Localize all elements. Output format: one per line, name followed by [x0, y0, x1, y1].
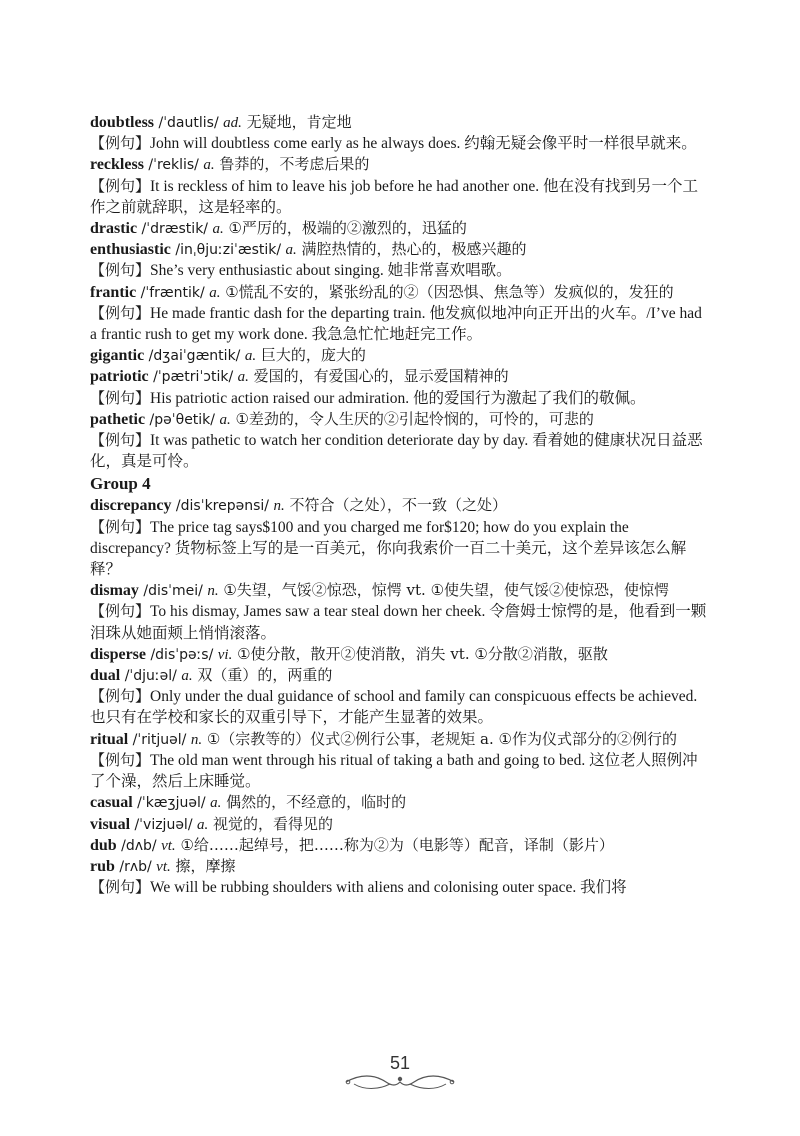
- headword: rub: [90, 857, 115, 875]
- example-line: [90, 388, 712, 409]
- entry-line: [90, 814, 712, 835]
- example-line: [90, 517, 712, 581]
- headword: reckless: [90, 156, 144, 174]
- phonetic: /ˈreklis/: [143, 157, 204, 174]
- example-text: It was pathetic to watch her condition deteriorate day by day. 看着她的健康状况日益恶化，真是可怜。: [90, 432, 703, 471]
- definition: ①（宗教等的）仪式②例行公事，老规矩 a. ①作为仪式部分的②例行的: [202, 729, 677, 748]
- entry-line: [90, 580, 712, 601]
- example-text: The price tag says$100 and you charged me for$120; how do you explain the discrepancy? 货物标签上写的是一百美元，你向我索价一百二十美元，这个差异该怎么解释？: [90, 518, 687, 579]
- example-line: [90, 430, 712, 472]
- entry-line: [90, 345, 712, 366]
- part-of-speech: a.: [237, 369, 249, 386]
- example-text: He made frantic dash for the departing train. 他发疯似地冲向正开出的火车。/I’ve had a frantic rush to get my work done. 我急急忙忙地赶完工作。: [90, 304, 702, 344]
- part-of-speech: a.: [244, 348, 257, 365]
- example-line: [90, 260, 712, 281]
- definition: 视觉的，看得见的: [208, 814, 334, 833]
- phonetic: /ˈpætriˈɔtik/: [148, 369, 238, 386]
- part-of-speech: n.: [273, 498, 285, 515]
- example-text: John will doubtless come early as he always does. 约翰无疑会像平时一样很早就来。: [150, 135, 697, 153]
- example-line: [90, 601, 712, 643]
- example-text: The old man went through his ritual of taking a bath and going to bed. 这位老人照例冲了个澡，然后上床睡觉。: [90, 751, 698, 791]
- example-label: 【例句】: [90, 878, 151, 897]
- entry-line: [90, 644, 712, 665]
- headword: patriotic: [90, 368, 149, 386]
- headword: ritual: [90, 730, 129, 748]
- phonetic: /disˈpəːs/: [146, 646, 218, 663]
- example-text: She’s very enthusiastic about singing. 她非常喜欢唱歌。: [150, 262, 512, 280]
- part-of-speech: n.: [190, 731, 203, 748]
- part-of-speech: ad.: [223, 115, 242, 131]
- phonetic: /ˈdræstik/: [137, 221, 213, 238]
- entry-line: [90, 366, 712, 387]
- definition: 双（重）的，两重的: [192, 666, 333, 685]
- example-label: 【例句】: [90, 388, 151, 407]
- entry-line: [90, 154, 712, 175]
- entry-line: [90, 282, 712, 303]
- headword: frantic: [90, 283, 137, 301]
- phonetic: /pəˈθetik/: [145, 411, 220, 428]
- part-of-speech: a.: [212, 221, 224, 238]
- example-line: [90, 750, 712, 792]
- definition: ①给……起绰号，把……称为②为（电影等）配音，译制（影片）: [175, 835, 614, 854]
- example-label: 【例句】: [90, 517, 151, 536]
- phonetic: /disˈkrepənsi/: [171, 498, 274, 515]
- headword: pathetic: [90, 410, 146, 428]
- example-label: 【例句】: [90, 261, 151, 280]
- definition: 爱国的，有爱国心的，显示爱国精神的: [248, 367, 509, 386]
- phonetic: /ˈritjuəl/: [128, 731, 191, 748]
- entry-line: [90, 409, 712, 430]
- page-number: 51: [389, 1053, 411, 1073]
- part-of-speech: a.: [197, 816, 209, 833]
- example-label: 【例句】: [90, 134, 151, 153]
- example-line: [90, 133, 712, 154]
- entry-line: [90, 239, 712, 260]
- definition: 满腔热情的，热心的，极感兴趣的: [296, 240, 527, 259]
- phonetic: /dʒaiˈgæntik/: [144, 348, 245, 365]
- decorative-flourish-icon: [340, 1072, 460, 1092]
- part-of-speech: vt.: [156, 858, 171, 875]
- phonetic: /ˈvizjuəl/: [130, 816, 197, 833]
- example-line: [90, 176, 712, 218]
- headword: drastic: [90, 220, 138, 238]
- phonetic: /ˈdjuːəl/: [120, 668, 182, 685]
- group-heading: Group 4: [90, 474, 151, 494]
- headword: enthusiastic: [90, 241, 171, 259]
- part-of-speech: a.: [181, 668, 193, 685]
- phonetic: /inˌθjuːziˈæstik/: [170, 242, 286, 259]
- definition: ①使分散，散开②使消散，消失 vt. ①分散②消散，驱散: [232, 644, 608, 663]
- example-label: 【例句】: [90, 602, 151, 621]
- page-footer: [0, 1054, 800, 1092]
- example-label: 【例句】: [90, 750, 151, 769]
- definition: ①失望，气馁②惊恐，惊愕 vt. ①使失望，使气馁②使惊恐，使惊愕: [218, 581, 670, 600]
- example-label: 【例句】: [90, 687, 151, 706]
- example-text: His patriotic action raised our admiration. 他的爱国行为激起了我们的敬佩。: [150, 389, 646, 407]
- example-label: 【例句】: [90, 176, 151, 195]
- phonetic: /dʌb/: [116, 837, 162, 854]
- example-label: 【例句】: [90, 431, 151, 450]
- dictionary-page-body: [90, 112, 712, 898]
- definition: 不符合（之处），不一致（之处）: [284, 496, 507, 515]
- definition: ①慌乱不安的，紧张纷乱的②（因恐惧、焦急等）发疯似的，发狂的: [220, 282, 674, 301]
- headword: dub: [90, 836, 117, 854]
- entry-line: [90, 835, 712, 856]
- phonetic: /ˈkæʒjuəl/: [132, 795, 211, 812]
- part-of-speech: a.: [209, 284, 221, 301]
- part-of-speech: vi.: [217, 646, 233, 663]
- definition: 无疑地，肯定地: [241, 113, 352, 131]
- part-of-speech: a.: [285, 242, 297, 259]
- headword: gigantic: [90, 347, 145, 365]
- headword: disperse: [90, 645, 146, 663]
- example-line: [90, 877, 712, 898]
- part-of-speech: a.: [210, 795, 222, 812]
- headword: visual: [90, 815, 131, 833]
- part-of-speech: vt.: [161, 837, 176, 854]
- example-line: [90, 303, 712, 345]
- definition: 巨大的，庞大的: [256, 346, 366, 365]
- entry-line: [90, 218, 712, 239]
- phonetic: /rʌb/: [114, 858, 157, 875]
- headword: discrepancy: [90, 497, 172, 515]
- definition: ①严厉的，极端的②激烈的，迅猛的: [223, 219, 467, 238]
- part-of-speech: n.: [207, 583, 219, 600]
- entry-line: [90, 792, 712, 813]
- entry-line: [90, 665, 712, 686]
- part-of-speech: a.: [219, 411, 231, 428]
- example-label: 【例句】: [90, 303, 151, 322]
- headword: dismay: [90, 582, 139, 600]
- definition: 偶然的，不经意的，临时的: [221, 793, 407, 812]
- example-text: It is reckless of him to leave his job before he had another one. 他在没有找到另一个工作之前就辞职，这是轻率的。: [90, 177, 698, 216]
- phonetic: /disˈmei/: [138, 583, 208, 600]
- entry-line: [90, 112, 712, 133]
- definition: 擦，摩擦: [170, 856, 236, 875]
- example-text: To his dismay, James saw a tear steal down her cheek. 令詹姆士惊愕的是，他看到一颗泪珠从她面颊上悄悄滚落。: [90, 603, 707, 642]
- headword: casual: [90, 794, 133, 812]
- phonetic: /ˈdautlis/: [154, 115, 224, 131]
- example-line: [90, 686, 712, 728]
- entry-line: [90, 495, 712, 516]
- headword: dual: [90, 667, 121, 685]
- example-text: We will be rubbing shoulders with aliens and colonising outer space. 我们将: [150, 879, 627, 897]
- definition: ①差劲的，令人生厌的②引起怜悯的，可怜的，可悲的: [230, 409, 594, 428]
- entry-line: [90, 729, 712, 750]
- phonetic: /ˈfræntik/: [136, 284, 210, 301]
- part-of-speech: a.: [203, 157, 215, 174]
- entry-line: [90, 856, 712, 877]
- headword: doubtless: [90, 114, 155, 131]
- definition: 鲁莽的，不考虑后果的: [214, 155, 370, 174]
- example-text: Only under the dual guidance of school and family can conspicuous effects be achieved. 也只有在学校和家长的双重引导下，才能产生显著的效果。: [90, 688, 698, 727]
